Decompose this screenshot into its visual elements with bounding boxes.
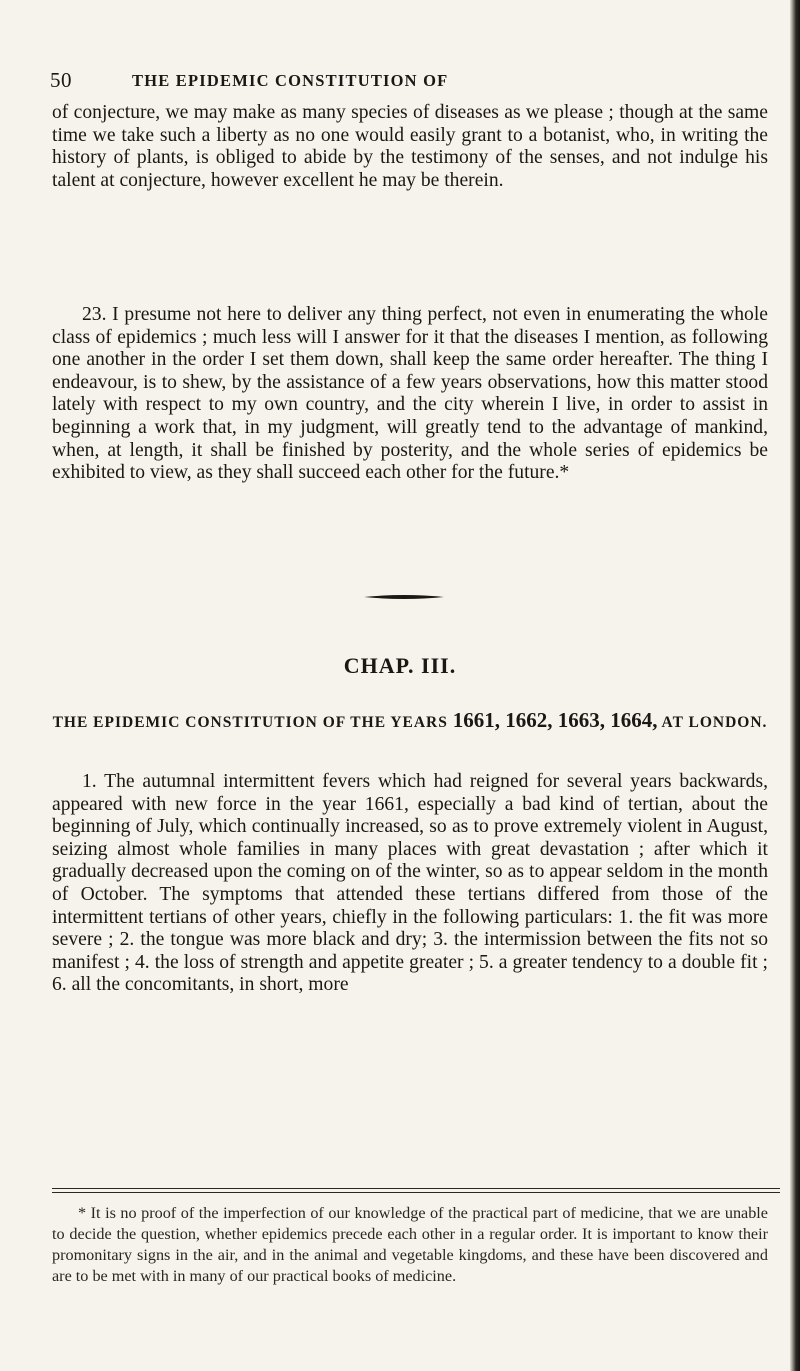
section-23	[52, 304, 768, 485]
running-title: THE EPIDEMIC CONSTITUTION OF	[132, 71, 449, 90]
continuation-paragraph	[52, 102, 768, 192]
chapter-divider-ornament	[364, 592, 444, 602]
footnote	[52, 1203, 768, 1287]
paragraph-continuation: of conjecture, we may make as many species of diseases as we please ; though at the same time we take such a liberty as no one would easily grant to a botanist, who, in writing the history of plants, is obliged to abide by the testimony of the senses, and not indulge his talent at conjecture, however excellent he may be therein.	[52, 102, 768, 191]
page-number: 50	[50, 68, 72, 92]
page-edge-shadow	[790, 0, 800, 1371]
running-head	[50, 68, 770, 92]
chapter-subtitle-years: 1661, 1662, 1663, 1664,	[452, 708, 658, 732]
chapter-paragraph-1	[52, 771, 768, 997]
footnote-text: * It is no proof of the imperfection of our knowledge of the practical part of medicine, that we are unable to decide the question, whether epidemics precede each other in a regular order. It is important to know their promonitary signs in the air, and in the animal and vegetable kingdoms, and these have been discovered and are to be met with in many of our practical books of medicine.	[52, 1204, 768, 1285]
chapter-subtitle	[52, 708, 768, 735]
paragraph-23: 23. I presume not here to deliver any thing perfect, not even in enumerating the whole class of epidemics ; much less will I answer for it that the diseases I mention, as following one another in the order I set them down, shall keep the same order hereafter. The thing I endeavour, is to shew, by the assistance of a few years observations, how this matter stood lately with respect to my own country, and the city wherein I live, in order to assist in beginning a work that, in my judgment, will greatly tend to the advantage of mankind, when, at length, it shall be finished by posterity, and the whole series of epidemics be exhibited to view, as they shall succeed each other for the future.*	[52, 304, 768, 484]
paragraph-1: 1. The autumnal intermittent fevers which had reigned for several years backwards, appeared with new force in the year 1661, especially a bad kind of tertian, about the beginning of July, which continually increased, so as to prove extremely violent in August, seizing almost whole families in many places with great devastation ; after which it gradually decreased upon the coming on of the winter, so as to appear seldom in the month of October. The symptoms that attended these tertians differed from those of the intermittent tertians of other years, chiefly in the following particulars: 1. the fit was more severe ; 2. the tongue was more black and dry; 3. the intermission between the fits not so manifest ; 4. the loss of strength and appetite greater ; 5. a greater tendency to a double fit ; 6. all the concomitants, in short, more	[52, 771, 768, 996]
footnote-rule-top	[52, 1188, 780, 1189]
chapter-subtitle-prefix: THE EPIDEMIC CONSTITUTION OF THE YEARS	[52, 714, 448, 731]
footnote-rule-bottom	[52, 1192, 780, 1193]
chapter-title: CHAP. III.	[343, 653, 457, 678]
chapter-subtitle-suffix: AT LONDON.	[661, 714, 768, 731]
